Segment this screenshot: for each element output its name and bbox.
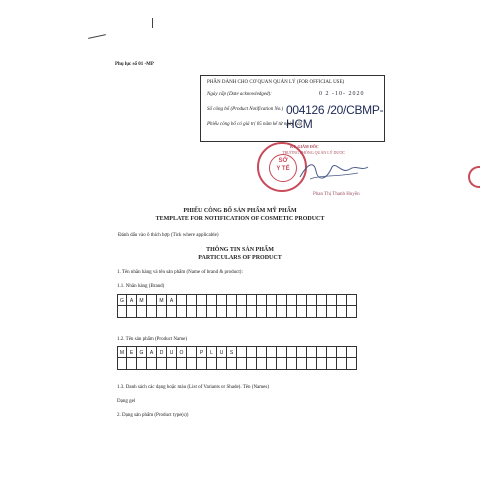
letter-cell[interactable] (297, 358, 307, 370)
letter-cell[interactable]: U (167, 346, 177, 358)
letter-cell[interactable]: P (197, 346, 207, 358)
variant-value: Dạng gel (117, 399, 136, 404)
letter-cell[interactable]: M (157, 294, 167, 306)
letter-cell[interactable]: A (127, 294, 137, 306)
letter-cell[interactable]: A (147, 346, 157, 358)
letter-cell[interactable] (167, 358, 177, 370)
letter-cell[interactable] (337, 306, 347, 318)
letter-cell[interactable] (217, 294, 227, 306)
letter-cell[interactable] (267, 294, 277, 306)
question-1-3: 1.3. Danh sách các dạng hoặc màu (List of Variants or Shade). Tên (Names) (117, 385, 269, 390)
letter-cell[interactable] (147, 358, 157, 370)
letter-cell[interactable] (237, 358, 247, 370)
letter-cell[interactable] (267, 358, 277, 370)
letter-cell[interactable]: U (217, 346, 227, 358)
letter-cell[interactable] (317, 358, 327, 370)
letter-cell[interactable]: E (127, 346, 137, 358)
brand-letter-grid (117, 294, 357, 318)
letter-cell[interactable] (167, 306, 177, 318)
letter-cell[interactable] (157, 306, 167, 318)
letter-cell[interactable] (187, 358, 197, 370)
letter-cell[interactable]: O (177, 346, 187, 358)
question-1: 1. Tên nhãn hàng và tên sản phẩm (Name of brand & product): (117, 270, 243, 275)
letter-cell[interactable] (237, 294, 247, 306)
product-name-letter-grid (117, 346, 357, 370)
letter-cell[interactable] (287, 346, 297, 358)
letter-cell[interactable] (207, 358, 217, 370)
letter-cell[interactable] (177, 306, 187, 318)
tick-instruction: Đánh dấu vào ô thích hợp (Tick where applicable) (118, 233, 219, 238)
letter-cell[interactable] (327, 306, 337, 318)
notification-number-stamp: 004126 /20/CBMP-HCM (286, 103, 384, 131)
letter-cell[interactable] (137, 306, 147, 318)
letter-cell[interactable] (237, 346, 247, 358)
letter-cell[interactable] (257, 306, 267, 318)
letter-cell[interactable]: G (137, 346, 147, 358)
letter-cell[interactable] (277, 358, 287, 370)
letter-cell[interactable] (317, 306, 327, 318)
letter-cell[interactable] (157, 358, 167, 370)
edge-stamp-fragment (468, 166, 480, 188)
letter-cell[interactable] (117, 306, 127, 318)
validity-note: Phiếu công bố có giá trị 05 năm kể từ ngày cấp (207, 122, 303, 127)
question-1-1: 1.1. Nhãn hàng (Brand) (117, 284, 165, 289)
letter-cell[interactable] (127, 358, 137, 370)
pen-mark (152, 18, 153, 28)
letter-cell[interactable] (197, 294, 207, 306)
letter-cell[interactable] (347, 358, 357, 370)
letter-cell[interactable] (347, 294, 357, 306)
form-title-vn: PHIẾU CÔNG BỐ SẢN PHẨM MỸ PHẨM (183, 208, 297, 214)
letter-cell[interactable] (317, 294, 327, 306)
letter-cell[interactable] (267, 346, 277, 358)
letter-cell[interactable]: M (137, 294, 147, 306)
letter-cell[interactable] (127, 306, 137, 318)
stamp-organization: TRƯỞNG PHÒNG QUẢN LÝ DƯỢC (282, 150, 346, 155)
letter-cell[interactable] (257, 358, 267, 370)
letter-cell[interactable]: D (157, 346, 167, 358)
signature (296, 157, 371, 185)
letter-cell[interactable] (347, 306, 357, 318)
letter-cell[interactable] (177, 294, 187, 306)
letter-cell[interactable] (207, 294, 217, 306)
letter-cell[interactable] (307, 306, 317, 318)
letter-cell[interactable]: A (167, 294, 177, 306)
letter-cell[interactable] (327, 294, 337, 306)
letter-cell[interactable] (337, 358, 347, 370)
section-title-vn: THÔNG TIN SẢN PHẨM (206, 247, 274, 253)
letter-cell[interactable] (277, 346, 287, 358)
letter-cell[interactable] (307, 294, 317, 306)
stamp-title: KT. GIÁM ĐỐC (290, 144, 319, 149)
letter-cell[interactable] (247, 294, 257, 306)
letter-cell[interactable] (297, 306, 307, 318)
letter-cell[interactable] (187, 346, 197, 358)
letter-cell[interactable] (187, 294, 197, 306)
seal-text-line2: Y TẾ (276, 166, 290, 172)
letter-cell[interactable] (267, 306, 277, 318)
letter-cell[interactable] (117, 358, 127, 370)
letter-cell[interactable] (207, 306, 217, 318)
letter-cell[interactable] (297, 294, 307, 306)
seal-text-line1: SỞ (278, 158, 288, 164)
letter-cell[interactable] (337, 294, 347, 306)
letter-cell[interactable] (147, 294, 157, 306)
signer-name: Phan Thị Thanh Huyền (313, 192, 360, 197)
letter-cell[interactable]: L (207, 346, 217, 358)
letter-cell[interactable] (137, 358, 147, 370)
letter-cell[interactable]: G (117, 294, 127, 306)
letter-cell[interactable] (327, 346, 337, 358)
letter-cell[interactable] (287, 306, 297, 318)
question-2: 2. Dạng sản phẩm (Product type(s)) (117, 413, 189, 418)
letter-cell[interactable] (227, 306, 237, 318)
official-use-header: PHẦN DÀNH CHO CƠ QUAN QUẢN LÝ (FOR OFFICIAL USE) (207, 80, 345, 85)
letter-cell[interactable]: M (117, 346, 127, 358)
letter-cell[interactable] (277, 306, 287, 318)
date-acknowledged-label: Ngày cấp (Date acknowledged): (207, 92, 272, 97)
pen-mark (88, 34, 106, 39)
appendix-label: Phụ lục số 01 -MP (115, 62, 154, 67)
date-stamp: 0 2 -10- 2020 (319, 91, 365, 97)
letter-cell[interactable] (227, 294, 237, 306)
letter-cell[interactable] (237, 306, 247, 318)
letter-cell[interactable] (247, 306, 257, 318)
seal-inner-ring (269, 154, 297, 182)
letter-cell[interactable] (337, 346, 347, 358)
question-1-2: 1.2. Tên sản phẩm (Product Name) (117, 337, 188, 342)
letter-cell[interactable] (187, 306, 197, 318)
letter-cell[interactable] (197, 358, 207, 370)
letter-cell[interactable] (257, 346, 267, 358)
notification-number-label: Số công bố (Product Notification No.) (207, 107, 284, 112)
letter-cell[interactable] (307, 346, 317, 358)
letter-cell[interactable] (147, 306, 157, 318)
letter-cell[interactable]: S (227, 346, 237, 358)
letter-cell[interactable] (217, 306, 227, 318)
letter-cell[interactable] (347, 346, 357, 358)
official-use-box (200, 75, 385, 142)
letter-cell[interactable] (247, 358, 257, 370)
letter-cell[interactable] (217, 358, 227, 370)
letter-cell[interactable] (297, 346, 307, 358)
letter-cell[interactable] (327, 358, 337, 370)
letter-cell[interactable] (257, 294, 267, 306)
letter-cell[interactable] (247, 346, 257, 358)
letter-cell[interactable] (287, 294, 297, 306)
letter-cell[interactable] (307, 358, 317, 370)
letter-cell[interactable] (197, 306, 207, 318)
letter-cell[interactable] (287, 358, 297, 370)
letter-cell[interactable] (277, 294, 287, 306)
letter-cell[interactable] (227, 358, 237, 370)
section-title-en: PARTICULARS OF PRODUCT (198, 255, 282, 261)
letter-cell[interactable] (177, 358, 187, 370)
letter-cell[interactable] (317, 346, 327, 358)
form-title-en: TEMPLATE FOR NOTIFICATION OF COSMETIC PRODUCT (155, 216, 325, 222)
